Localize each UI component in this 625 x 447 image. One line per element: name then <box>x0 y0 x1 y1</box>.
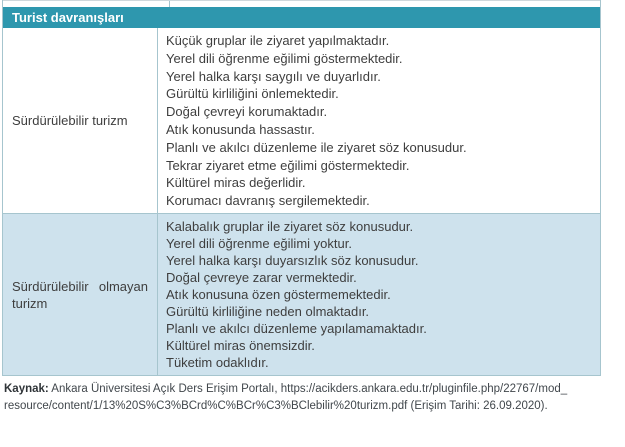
table-header-turist-davranislari: Turist davranışları <box>3 7 600 28</box>
source-line-2: resource/content/1/13%20S%C3%BCrd%C%BCr%C3%BClebilir%20turizm.pdf (Erişim Tarihi: 26.09.2020). <box>4 399 548 412</box>
table-row-sustainable-tourism <box>3 28 600 214</box>
source-line-1 <box>4 381 604 398</box>
behaviors-list-sustainable <box>158 28 600 213</box>
table-row-unsustainable-tourism <box>3 214 600 375</box>
row-label-cell <box>3 28 158 213</box>
row-label-cell <box>3 214 158 375</box>
source-text-line1: Ankara Üniversitesi Açık Ders Erişim Portalı, https://acikders.ankara.edu.tr/pluginfile.php/22767/mod_ <box>48 383 568 395</box>
row-label-unsustainable-tourism: Sürdürülebilir olmayan turizm <box>12 278 148 311</box>
row-label-sustainable-tourism: Sürdürülebilir turizm <box>12 113 128 128</box>
tourist-behaviors-table <box>2 0 601 376</box>
behavior-line: Yerel halka karşı saygılı ve duyarlıdır. <box>166 68 381 84</box>
behavior-line: Yerel halka karşı duyarsızlık söz konusudur. <box>166 253 419 268</box>
cutoff-row-remnant <box>3 0 600 7</box>
behavior-line: Küçük gruplar ile ziyaret yapılmaktadır. <box>166 33 390 48</box>
behavior-line: Kültürel miras değerlidir. <box>166 175 306 191</box>
cutoff-row-column-divider <box>169 1 170 7</box>
behavior-line: Tüketim odaklıdır. <box>166 355 269 370</box>
behavior-line: Tekrar ziyaret etme eğilimi göstermektedir. <box>166 157 410 173</box>
behavior-line: Planlı ve akılcı düzenleme ile ziyaret söz konusudur. <box>166 139 467 155</box>
behavior-line: Planlı ve akılcı düzenleme yapılamamaktadır. <box>166 321 427 336</box>
behavior-line: Kültürel miras önemsizdir. <box>166 338 315 353</box>
source-label: Kaynak: <box>4 383 49 395</box>
behaviors-list-unsustainable <box>158 214 600 375</box>
behavior-line: Doğal çevreye zarar vermektedir. <box>166 270 357 285</box>
behavior-line: Atık konusunda hassastır. <box>166 121 315 137</box>
behavior-line: Korumacı davranış sergilemektedir. <box>166 193 370 209</box>
behavior-line: Doğal çevreyi korumaktadır. <box>166 104 328 120</box>
behavior-line: Gürültü kirliliğini önlemektedir. <box>166 86 339 102</box>
behavior-line: Yerel dili öğrenme eğilimi göstermektedir. <box>166 50 403 66</box>
behavior-line: Kalabalık gruplar ile ziyaret söz konusudur. <box>166 219 414 234</box>
source-citation <box>4 381 604 414</box>
behavior-line: Yerel dili öğrenme eğilimi yoktur. <box>166 236 352 251</box>
behavior-line: Gürültü kirliliğine neden olmaktadır. <box>166 304 370 319</box>
behavior-line: Atık konusuna özen göstermemektedir. <box>166 287 391 302</box>
